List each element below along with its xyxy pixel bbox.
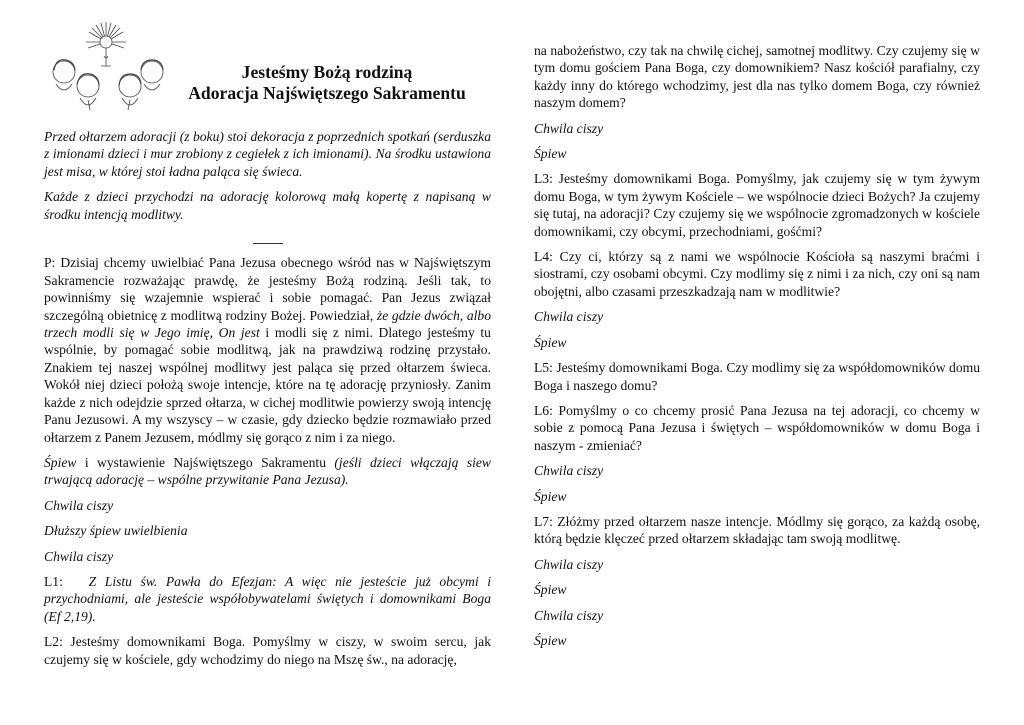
song-r3: Śpiew	[534, 488, 567, 504]
reading-l2: L2: Jesteśmy domownikami Boga. Pomyślmy w ciszy, w swoim sercu, jak czujemy się w kościele, gdy wchodzimy do niego na Mszę św., na adorację,	[44, 634, 491, 667]
reading-l7: L7: Złóżmy przed ołtarzem nasze intencje. Módlmy się gorąco, za każdą osobę, którą będzie klęczeć przed ołtarzem składając tam swoją modlitwę.	[534, 513, 980, 547]
song-r2: Śpiew	[534, 334, 567, 350]
silence-r4: Chwila ciszy	[534, 556, 604, 572]
gospel-quote: że gdzie dwóch, albo trzech modli się w Jego imię, On jest	[44, 307, 491, 341]
spiew-exposition: Śpiew i wystawienie Najświętszego Sakramentu (jeśli dzieci włączają siew trwającą adorację – wspólne przywitanie Pana Jezusa).	[44, 454, 491, 488]
silence-r1: Chwila ciszy	[534, 120, 604, 136]
continuation-paragraph: na nabożeństwo, czy tak na chwilę cichej, samotnej modlitwy. Czy czujemy się w tym domu gościem Pana Boga, czy domownikiem? Nasz kościół parafialny, czy każdy inny do którego wchodzimy, jest dla nas tylko domem Boga, czy również naszym domem?	[534, 43, 980, 111]
silence-r3: Chwila ciszy	[534, 463, 604, 479]
reading-l3: L3: Jesteśmy domownikami Boga. Pomyślmy, jak czujemy się w tym żywym domu Boga, w tym żywym Kościele – we wspólnocie dzieci Bożych? Ja czujemy się tutaj, na adoracji? Czy czujemy się we wspólnocie zgromadzonych w kościele domownikami, czy obcymi, przechodniami, gośćmi?	[534, 171, 980, 239]
right-column	[534, 42, 980, 657]
silence-1: Chwila ciszy	[44, 497, 114, 513]
title-line-2: Adoracja Najświętszego Sakramentu	[188, 83, 466, 103]
silence-2: Chwila ciszy	[44, 548, 114, 564]
separator-line	[44, 231, 491, 248]
children-adoring-monstrance-illustration	[44, 20, 174, 120]
longer-song: Dłuższy śpiew uwielbienia	[44, 523, 188, 539]
title-line-1: Jesteśmy Bożą rodziną	[241, 62, 413, 82]
reading-l4: L4: Czy ci, którzy są z nami we wspólnocie Kościoła są naszymi braćmi i siostrami, czy osobami obcymi. Czy modlimy się z nimi i za nich, czy oni są nam obojętni, albo czasami przeszkadzają nam w modlitwie?	[534, 249, 980, 299]
title-block	[172, 62, 482, 104]
intro-paragraph-2: Każde z dzieci przychodzi na adorację kolorową małą kopertę z napisaną w środku intencją modlitwy.	[44, 189, 491, 222]
song-r1: Śpiew	[534, 146, 567, 162]
song-r5: Śpiew	[534, 632, 567, 648]
reading-l5: L5: Jesteśmy domownikami Boga. Czy modlimy się za współdomowników domu Boga i naszego domu?	[534, 360, 980, 393]
silence-r5: Chwila ciszy	[534, 607, 604, 623]
reading-l1: L1: Z Listu św. Pawła do Efezjan: A więc nie jesteście już obcymi i przychodniami, ale jesteście współobywatelami świętych i domownikami Boga (Ef 2,19).	[44, 573, 491, 624]
header	[44, 0, 491, 128]
reading-l6: L6: Pomyślmy o co chcemy prosić Pana Jezusa na tej adoracji, co chcemy w sobie z pomocą Pana Jezusa i świętych – współdomowników w domu Boga i naszym - zmieniać?	[534, 402, 980, 453]
silence-r2: Chwila ciszy	[534, 309, 604, 325]
intro-paragraph-1: Przed ołtarzem adoracji (z boku) stoi dekoracja z poprzednich spotkań (serduszka z imionami dzieci i mur zrobiony z cegiełek z ich imionami). Na środku ustawiona jest misa, w której stoi ładna paląca się świeca.	[44, 129, 491, 179]
left-column	[44, 0, 491, 676]
song-r4: Śpiew	[534, 582, 567, 598]
priest-paragraph: P: Dzisiaj chcemy uwielbiać Pana Jezusa obecnego wśród nas w Najświętszym Sakramencie rozważając prawdę, że jesteśmy Bożą rodziną. Jeśli tak, to powinniśmy się wzajemnie wspierać i sobie pomagać. Pan Jezus związał szczególną obietnicę z modlitwą rodziny Bożej. Powiedział, że gdzie dwóch, albo trzech modli się w Jego imię, On jest i modli się z nimi. Dlatego jesteśmy tu wspólnie, by pomagać sobie modlitwą, jak na prawdziwą rodzinę przystało. Znakiem tej naszej wspólnej modlitwy jest paląca się przed ołtarzem świeca. Wokół niej dzieci położą swoje intencje, które na tę adorację przyniosły. Zanim każde z nich odejdzie sprzed ołtarza, w cichej modlitwie powierzy swoją intencję Panu Jezusowi. A my wszyscy – w czasie, gdy dziecko będzie rozmawiało przed ołtarzem z Panem Jezusem, módlmy się gorąco z nim i za niego.	[44, 255, 491, 445]
